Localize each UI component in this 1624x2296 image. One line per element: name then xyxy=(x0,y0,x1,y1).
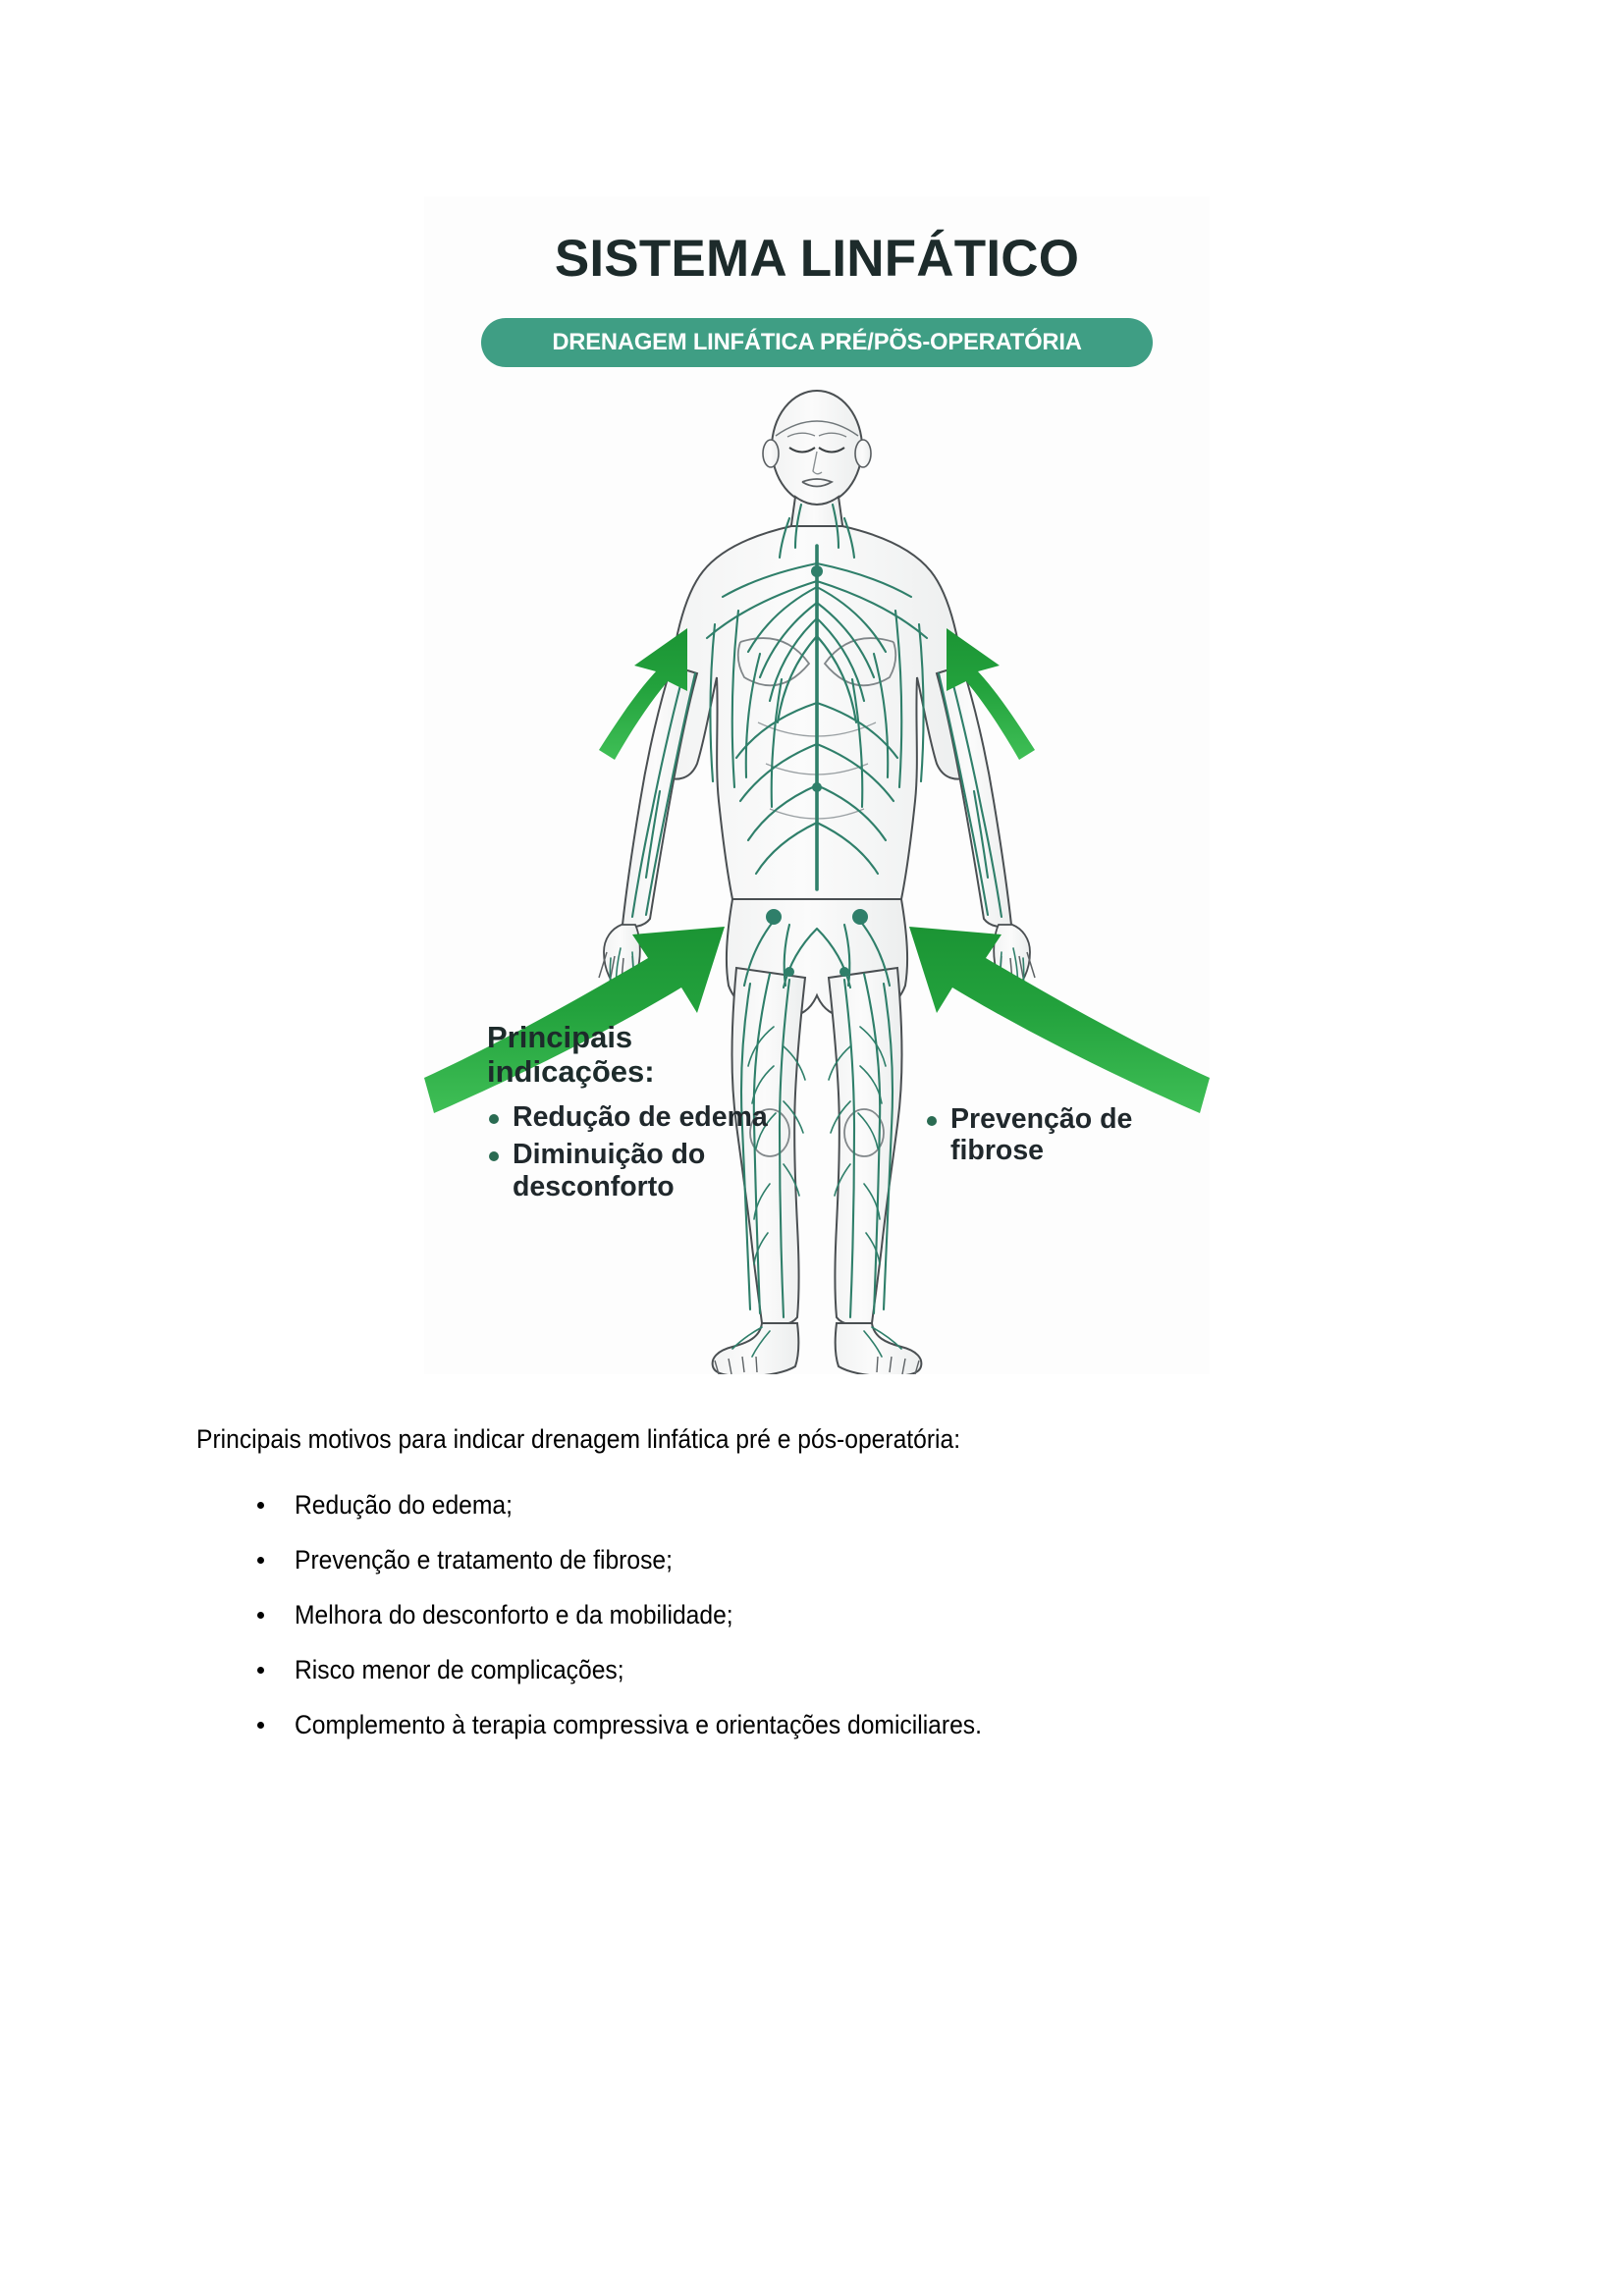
list-item xyxy=(196,1697,1492,1752)
bullet-dot-icon xyxy=(927,1116,937,1126)
list-item xyxy=(196,1587,1492,1642)
list-item-text: Complemento à terapia compressiva e orientações domiciliares. xyxy=(295,1710,982,1739)
lead-paragraph: Principais motivos para indicar drenagem linfática pré e pós-operatória: xyxy=(196,1424,961,1454)
bullet-dot-icon xyxy=(257,1612,264,1619)
bullet-dot-icon xyxy=(489,1151,499,1161)
indication-item xyxy=(923,1103,1198,1167)
infographic-title: SISTEMA LINFÁTICO xyxy=(554,230,1080,288)
list-item-text: Risco menor de complicações; xyxy=(295,1655,624,1684)
indications-list-left xyxy=(485,1101,789,1208)
indications-list-right xyxy=(923,1103,1198,1173)
indication-item xyxy=(485,1139,789,1202)
list-item-text: Melhora do desconforto e da mobilidade; xyxy=(295,1600,733,1629)
bullet-dot-icon xyxy=(489,1114,499,1124)
indication-label: Redução de edema xyxy=(513,1101,768,1133)
list-item-text: Redução do edema; xyxy=(295,1490,513,1520)
bullet-dot-icon xyxy=(257,1557,264,1564)
indications-heading-line-2: indicações: xyxy=(487,1053,655,1089)
bullet-dot-icon xyxy=(257,1502,264,1509)
indications-heading xyxy=(487,1021,782,1089)
bullet-dot-icon xyxy=(257,1722,264,1729)
indication-label: Diminuição do desconforto xyxy=(513,1139,706,1202)
list-item xyxy=(196,1477,1492,1532)
bullet-dot-icon xyxy=(257,1667,264,1674)
motivos-bullet-list xyxy=(196,1477,1492,1752)
indication-label: Prevenção de fibrose xyxy=(950,1103,1133,1167)
list-item-text: Prevenção e tratamento de fibrose; xyxy=(295,1545,673,1575)
infographic-banner-label: DRENAGEM LINFÁTICA PRÉ/PÕS-OPERATÓRIA xyxy=(552,329,1082,355)
indication-item xyxy=(485,1101,789,1133)
list-item xyxy=(196,1642,1492,1697)
infographic-banner xyxy=(481,318,1153,367)
lymphatic-system-infographic xyxy=(424,196,1210,1374)
arrow-lower-right xyxy=(909,927,1210,1113)
indications-heading-line-1: Principais xyxy=(487,1020,633,1054)
list-item xyxy=(196,1532,1492,1587)
anatomy-figure xyxy=(424,379,1210,1374)
